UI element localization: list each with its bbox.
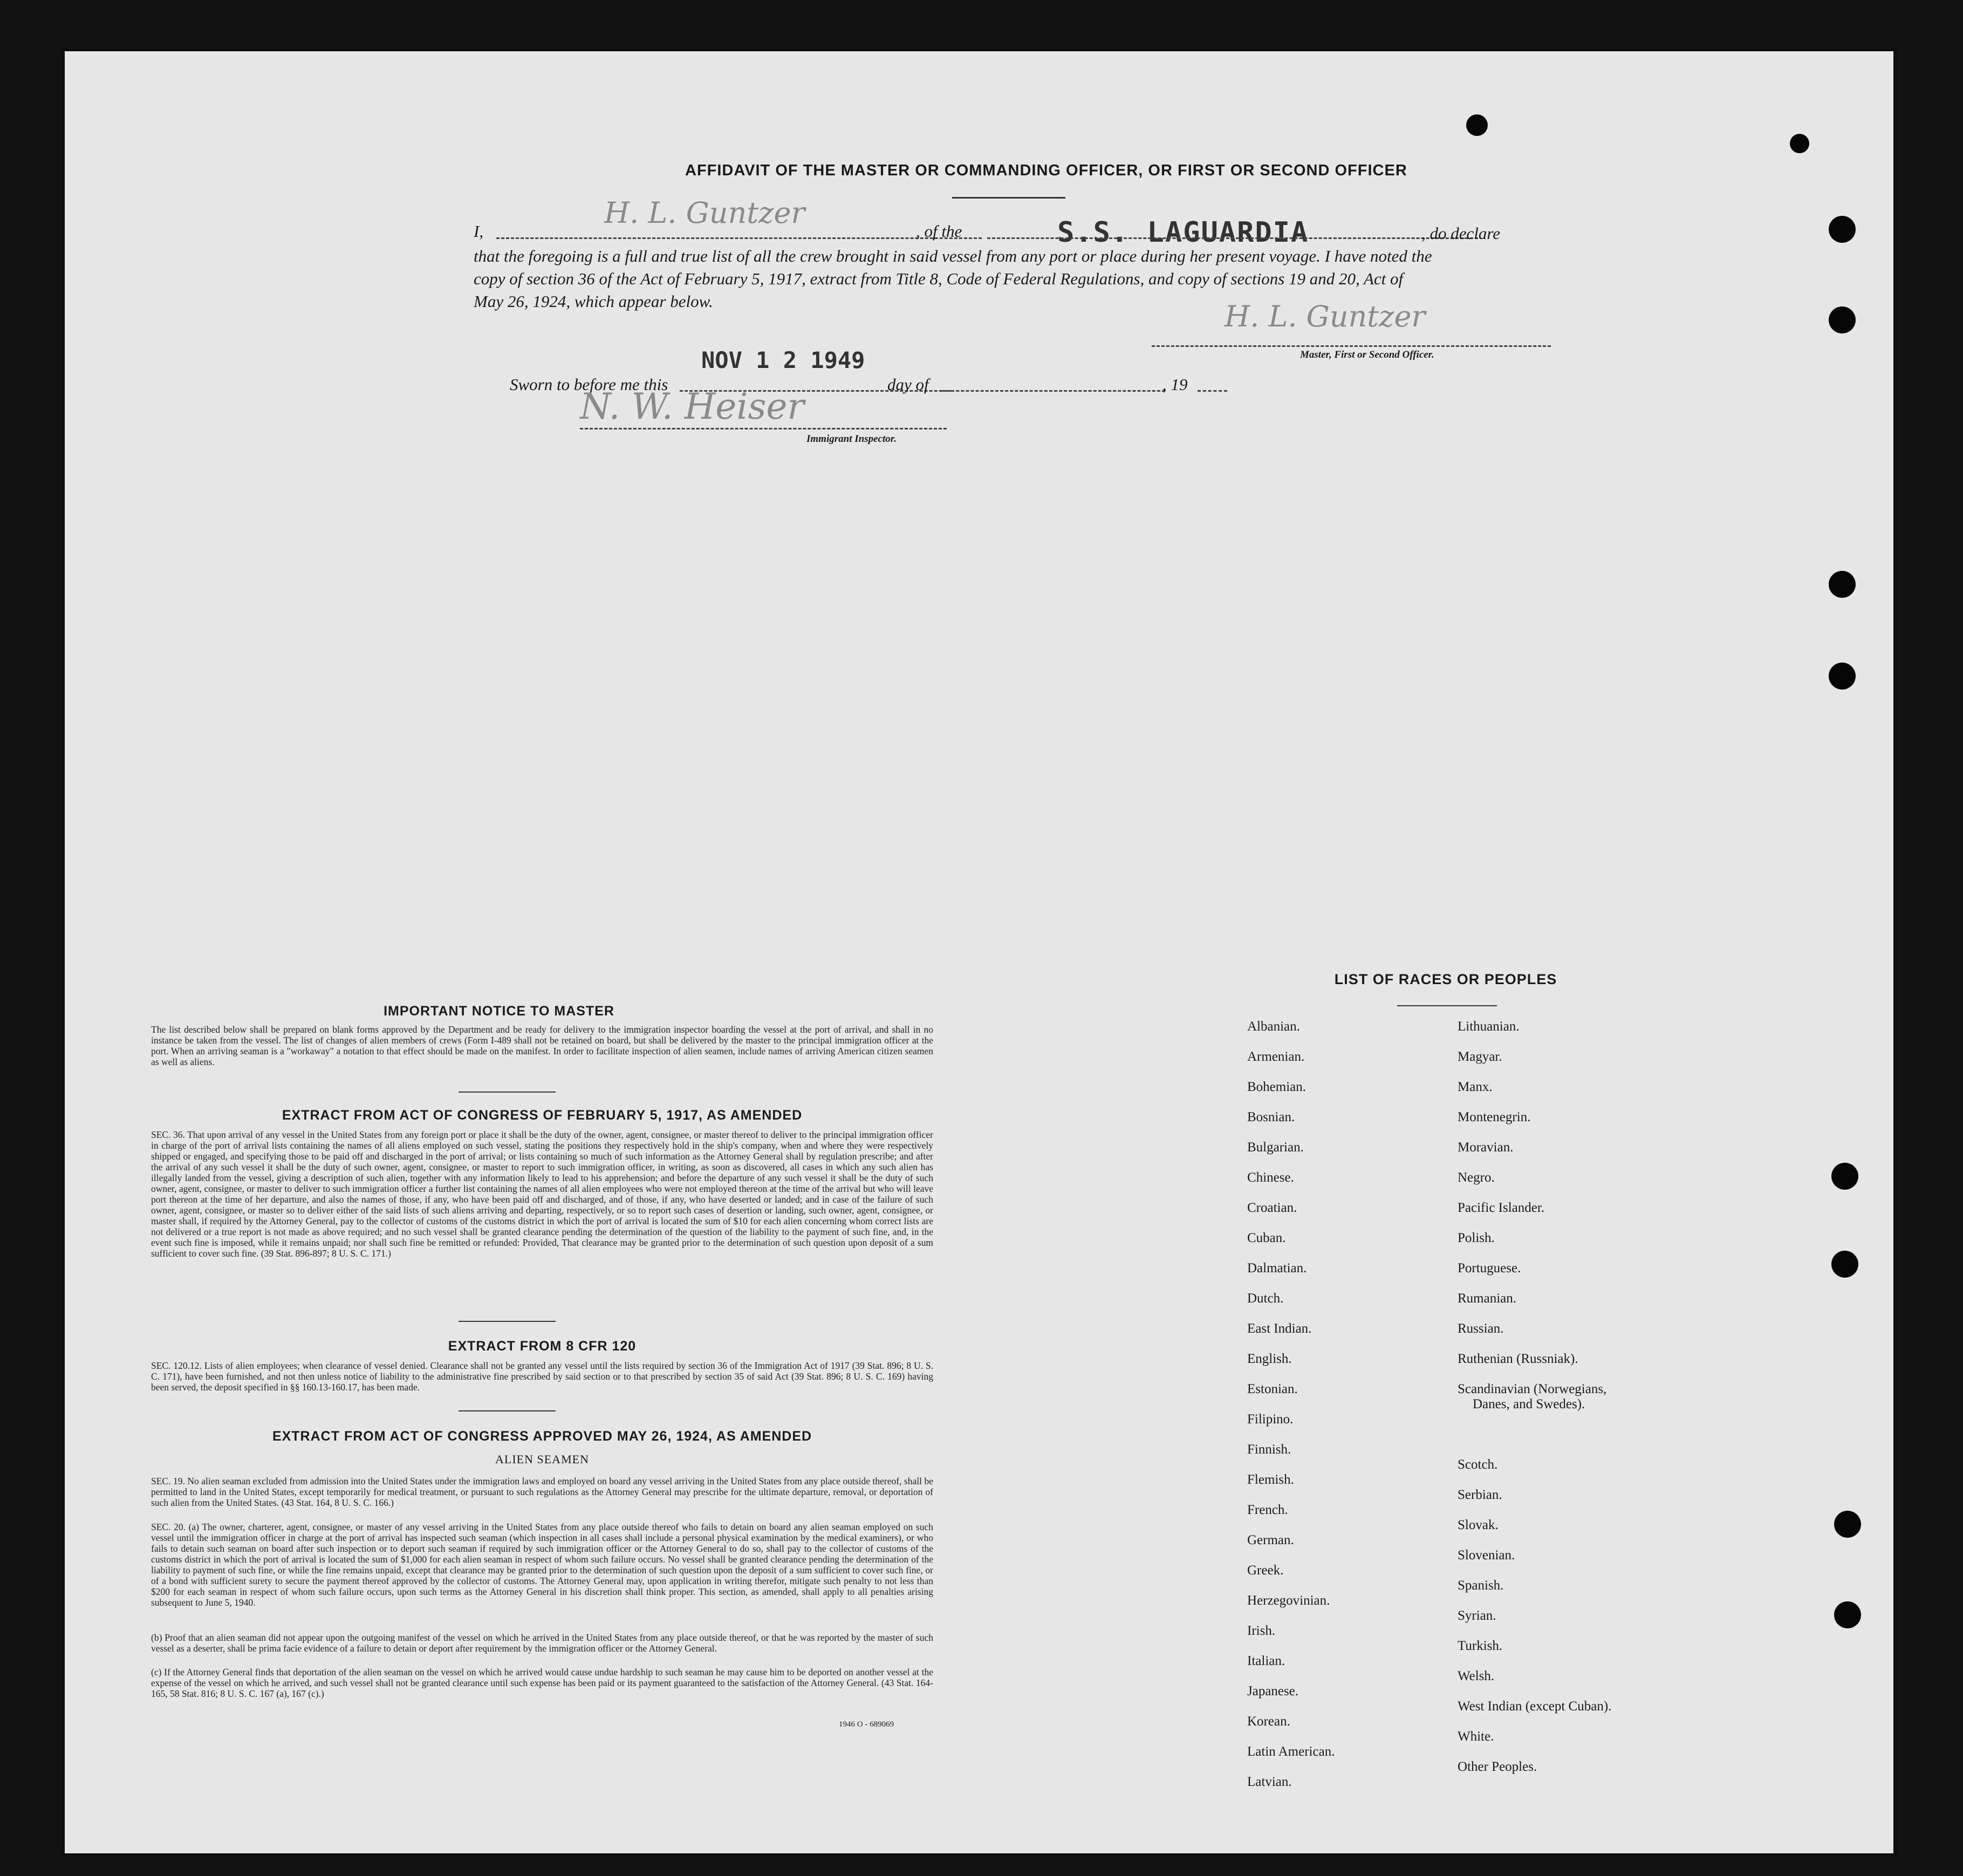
- extract-1917-rule: [459, 1321, 556, 1322]
- document-page: [65, 51, 1893, 1853]
- officer-signature: H. L. Guntzer: [1225, 299, 1426, 333]
- race-item: White.: [1458, 1729, 1494, 1744]
- punch-hole: [1834, 1511, 1861, 1538]
- of-the-label: , of the: [916, 222, 962, 241]
- race-item: Cuban.: [1247, 1231, 1286, 1245]
- title-rule: [952, 197, 1065, 199]
- punch-hole: [1790, 134, 1809, 153]
- sec-20a-body: SEC. 20. (a) The owner, charterer, agent, consignee, or master of any vessel arriving in the United States from any place outside thereof who fails to detain on board any alien seaman employed on such vessel until the immigration officer in charge at the port of arrival has inspected such seaman (which inspection in all cases shall include a personal physical examination by the medical examiners), or who fails to detain such seaman on board after such inspection or to deport such seaman if required by such immigration officer or the Attorney General to do so, shall pay to the collector of customs of the customs district in which the port of arrival is located the sum of $1,000 for each alien seaman in respect of whom such failure occurs. No vessel shall be granted clearance pending the determination of the liability to payment of such fine, or while the fine remains unpaid, except that clearance may be granted prior to the determination of such question upon the deposit of a sum sufficient to cover such fine, or of a bond with sufficient surety to secure the payment thereof approved by the collector of customs. The Attorney General may, upon application in writing therefor, mitigate such penalty to not less than $200 for each seaman in respect of whom such failure occurs, upon such terms as the Attorney General in his discretion shall think proper. This section, as amended, shall apply to all penalties arising subsequent to June 5, 1940.: [151, 1522, 933, 1608]
- cfr-rule: [459, 1410, 556, 1411]
- race-item: Latin American.: [1247, 1744, 1335, 1759]
- race-item: Dalmatian.: [1247, 1261, 1307, 1275]
- race-item: Latvian.: [1247, 1775, 1292, 1789]
- sec-19-body: SEC. 19. No alien seaman excluded from admission into the United States under the immigration laws and employed on board any vessel arriving in the United States from any place outside thereof, shall be permitted to land in the United States, except temporarily for medical treatment, or pursuant to such regulations as the Attorney General may prescribe for the ultimate departure, removal, or deportation of such alien from the United States. (43 Stat. 164, 8 U. S. C. 166.): [151, 1476, 933, 1508]
- race-item: Estonian.: [1247, 1382, 1298, 1396]
- race-item: Filipino.: [1247, 1412, 1294, 1427]
- race-item: Finnish.: [1247, 1442, 1291, 1457]
- officer-line: [1152, 345, 1551, 347]
- officer-caption: Master, First or Second Officer.: [1300, 349, 1434, 360]
- race-item: Greek.: [1247, 1563, 1284, 1578]
- date-stamp: NOV 1 2 1949: [701, 347, 865, 373]
- punch-hole: [1829, 663, 1856, 690]
- race-item: Montenegrin.: [1458, 1110, 1531, 1124]
- alien-seamen-subheading: ALIEN SEAMEN: [495, 1452, 589, 1466]
- races-heading: LIST OF RACES OR PEOPLES: [1334, 971, 1557, 987]
- race-item: Rumanian.: [1458, 1291, 1517, 1306]
- extract-1917-heading: EXTRACT FROM ACT OF CONGRESS OF FEBRUARY 5, 1917, AS AMENDED: [282, 1108, 803, 1123]
- race-item: Croatian.: [1247, 1200, 1297, 1215]
- race-item: Russian.: [1458, 1321, 1504, 1336]
- race-item: Dutch.: [1247, 1291, 1284, 1306]
- race-item: Lithuanian.: [1458, 1019, 1520, 1034]
- inspector-caption: Immigrant Inspector.: [806, 433, 897, 445]
- race-item: Chinese.: [1247, 1170, 1294, 1185]
- punch-hole: [1466, 114, 1488, 136]
- race-item: Pacific Islander.: [1458, 1200, 1545, 1215]
- race-item: French.: [1247, 1503, 1288, 1517]
- race-item: Welsh.: [1458, 1669, 1495, 1683]
- race-item: Moravian.: [1458, 1140, 1514, 1155]
- print-code: 1946 O - 689069: [839, 1720, 894, 1729]
- race-item: Serbian.: [1458, 1488, 1502, 1502]
- race-item: Flemish.: [1247, 1472, 1294, 1487]
- year-prefix: , 19: [1162, 375, 1188, 394]
- races-rule: [1397, 1005, 1497, 1006]
- cfr-heading: EXTRACT FROM 8 CFR 120: [448, 1339, 637, 1354]
- sec-20b-body: (b) Proof that an alien seaman did not appear upon the outgoing manifest of the vessel on which he arrived in the United States from any place outside thereof, or that he was reported by the master of such vessel as a deserter, shall be prima facie evidence of a failure to detain or deport after requirement by the immigration officer or the Attorney General.: [151, 1632, 933, 1654]
- punch-hole: [1829, 571, 1856, 598]
- extract-1924-heading: EXTRACT FROM ACT OF CONGRESS APPROVED MAY 26, 1924, AS AMENDED: [272, 1429, 812, 1444]
- inspector-signature: N. W. Heiser: [580, 386, 804, 427]
- race-item: Syrian.: [1458, 1608, 1496, 1623]
- affidavit-line-4: May 26, 1924, which appear below.: [474, 292, 713, 311]
- month-line: [941, 390, 1165, 392]
- race-item: Magyar.: [1458, 1049, 1502, 1064]
- race-item: Ruthenian (Russniak).: [1458, 1352, 1578, 1366]
- race-item: Japanese.: [1247, 1684, 1299, 1698]
- race-item: English.: [1247, 1352, 1292, 1366]
- cfr-body: SEC. 120.12. Lists of alien employees; when clearance of vessel denied. Clearance shall not be granted any vessel until the lists required by section 36 of the Immigration Act of 1917 (39 Stat. 896; 8 U. S. C. 171), have been furnished, and not then unless notice of liability to the administrative fine prescribed by said section or to that prescribed by section 35 of said Act (39 Stat. 896; 8 U. S. C. 169) having been served, the deposit specified in §§ 160.13-160.17, has been made.: [151, 1360, 933, 1393]
- race-item: Portuguese.: [1458, 1261, 1521, 1275]
- year-line: [1198, 390, 1227, 392]
- affidavit-prefix: I,: [474, 222, 484, 241]
- race-item: Other Peoples.: [1458, 1759, 1537, 1774]
- punch-hole: [1829, 216, 1856, 243]
- race-item: Bohemian.: [1247, 1080, 1307, 1094]
- affidavit-line-3: copy of section 36 of the Act of February 5, 1917, extract from Title 8, Code of Federal Regulations, and copy of sections 19 and 20, Act of: [474, 269, 1404, 288]
- race-item: Manx.: [1458, 1080, 1493, 1094]
- race-item: Slovak.: [1458, 1518, 1499, 1532]
- race-item: Polish.: [1458, 1231, 1495, 1245]
- affidavit-title: AFFIDAVIT OF THE MASTER OR COMMANDING OFFICER, OR FIRST OR SECOND OFFICER: [685, 162, 1407, 179]
- race-item: Negro.: [1458, 1170, 1495, 1185]
- race-item: Scandinavian (Norwegians,: [1458, 1382, 1607, 1396]
- race-item: West Indian (except Cuban).: [1458, 1699, 1612, 1714]
- punch-hole: [1831, 1251, 1858, 1278]
- race-item: Korean.: [1247, 1714, 1290, 1729]
- race-item: Slovenian.: [1458, 1548, 1515, 1563]
- race-item: Armenian.: [1247, 1049, 1305, 1064]
- race-item: Bulgarian.: [1247, 1140, 1304, 1155]
- master-signature: H. L. Guntzer: [604, 196, 805, 230]
- inspector-line: [580, 428, 947, 429]
- vessel-name: S.S. LAGUARDIA: [1057, 216, 1309, 249]
- sec-20c-body: (c) If the Attorney General finds that deportation of the alien seaman on the vessel on which he arrived would cause undue hardship to such seaman he may cause him to be deported on another vessel at the expense of the vessel on which he arrived, and such vessel shall not be granted clearance until such expense has been paid or its payment guaranteed to the satisfaction of the Attorney General. (43 Stat. 164-165, 58 Stat. 816; 8 U. S. C. 167 (a), 167 (c).): [151, 1667, 933, 1699]
- notice-heading: IMPORTANT NOTICE TO MASTER: [384, 1004, 614, 1019]
- day-of-label: day of: [887, 375, 929, 394]
- race-item: Irish.: [1247, 1623, 1276, 1638]
- punch-hole: [1829, 306, 1856, 333]
- race-item: Danes, and Swedes).: [1473, 1397, 1585, 1411]
- notice-rule: [459, 1092, 556, 1093]
- race-item: German.: [1247, 1533, 1294, 1547]
- race-item: Scotch.: [1458, 1457, 1498, 1472]
- do-declare-label: , do declare: [1421, 224, 1501, 243]
- race-item: Bosnian.: [1247, 1110, 1295, 1124]
- punch-hole: [1831, 1163, 1858, 1190]
- race-item: Turkish.: [1458, 1639, 1503, 1653]
- sworn-label: Sworn to before me this: [510, 375, 668, 394]
- extract-1917-body: SEC. 36. That upon arrival of any vessel in the United States from any foreign port or place it shall be the duty of the owner, agent, consignee, or master thereof to deliver to the principal immigration officer in charge of the port of arrival lists containing the names of all aliens employed on such vessel, stating the positions they respectively hold in the ship's company, when and where they were respectively shipped or engaged, and specifying those to be paid off and discharged in the port of arrival; or lists containing so much of such information as the Attorney General shall by regulation prescribe; and after the arrival of any such vessel it shall be the duty of such owner, agent, consignee, or master to report to such immigration officer, in writing, as soon as discovered, all cases in which any such alien has illegally landed from the vessel, giving a description of such alien, together with any information likely to lead to his apprehension; and before the departure of any such vessel it shall be the duty of such owner, agent, consignee, or master to deliver to such immigration officer a further list containing the names of all alien employees who were not employed thereon at the time of the arrival but who will leave port thereon at the time of her departure, and also the names of those, if any, who have been paid off and discharged, and of those, if any, who have deserted or landed; and in case of the failure of such owner, agent, consignee, or master so to deliver either of the said lists of such aliens arriving and departing, respectively, or so to report such cases of desertion or landing, such owner, agent, consignee, or master shall, if required by the Attorney General, pay to the collector of customs of the customs district in which the port of arrival is located the sum of $10 for each alien concerning whom correct lists are not delivered or a true report is not made as above required; and no such vessel shall be granted clearance pending the determination of the question of the liability to the payment of such fine, and, in the event such fine is imposed, while it remains unpaid; nor shall such fine be remitted or refunded: Provided, That clearance may be granted prior to the determination of such question upon deposit of a sum sufficient to cover such fine. (39 Stat. 896-897; 8 U. S. C. 171.): [151, 1129, 933, 1259]
- race-item: Albanian.: [1247, 1019, 1300, 1034]
- punch-hole: [1834, 1601, 1861, 1628]
- race-item: Herzegovinian.: [1247, 1593, 1330, 1608]
- vessel-line: [987, 237, 1478, 239]
- race-item: Spanish.: [1458, 1578, 1504, 1593]
- affidavit-line-2: that the foregoing is a full and true list of all the crew brought in said vessel from any port or place during her present voyage. I have noted the: [474, 247, 1432, 265]
- notice-body: The list described below shall be prepared on blank forms approved by the Department and be ready for delivery to the immigration inspector boarding the vessel at the port of arrival, and shall in no instance be taken from the vessel. The list of changes of alien members of crews (Form I-489 shall not be retained on board, but shall be delivered by the master to the principal immigration officer at the port. When an arriving seaman is a "workaway" a notation to that effect should be made on the manifest. In order to facilitate inspection of alien seamen, include names of arriving American citizen seamen as well as aliens.: [151, 1024, 933, 1067]
- race-item: Italian.: [1247, 1654, 1285, 1668]
- race-item: East Indian.: [1247, 1321, 1312, 1336]
- races-column-2: [1458, 1012, 1611, 1782]
- races-column-1: [1247, 1012, 1335, 1797]
- name-line: [496, 237, 982, 239]
